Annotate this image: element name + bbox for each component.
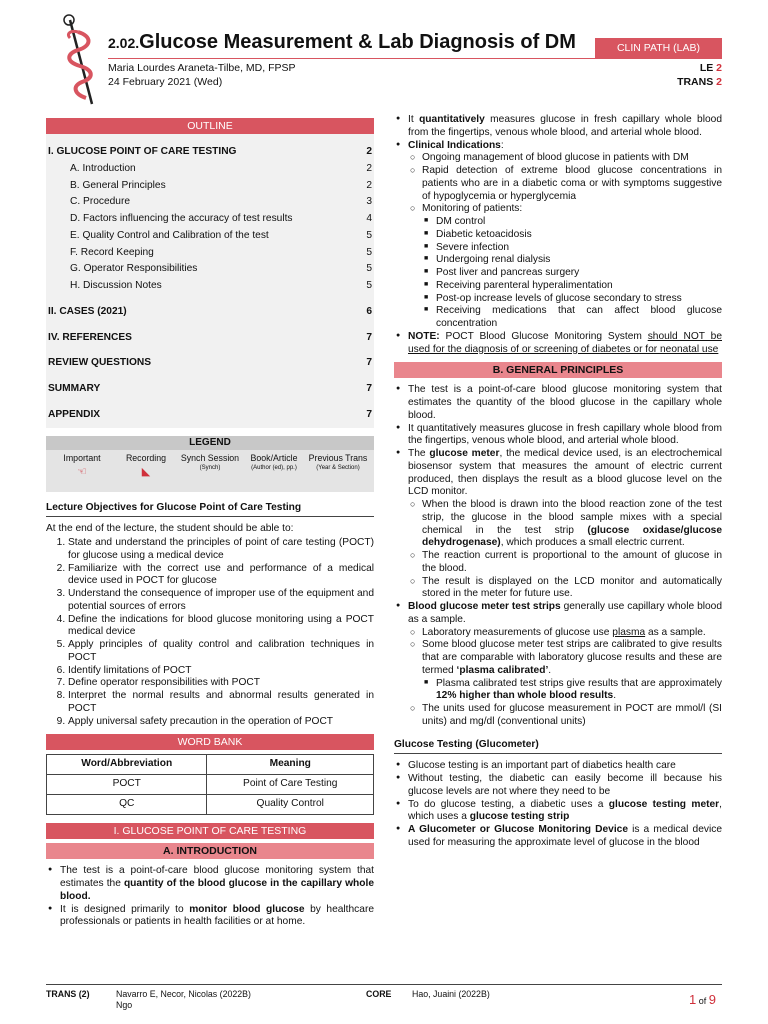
objectives-intro: At the end of the lecture, the student should be able to:	[46, 523, 294, 535]
table-row	[47, 795, 374, 815]
lecture-date: 24 February 2021 (Wed)	[108, 76, 223, 88]
list-item: 5. Apply principles of quality control and calibration techniques in POCT	[68, 639, 374, 665]
list-item: ○ When the blood is drawn into the blood reaction zone of the test strip, the glucose in the blood sample mixes with a special chemical in the test strip (glucose oxidase/glucose dehydrogenase), which produces a small electric current.	[422, 499, 722, 550]
list-item: ● The test is a point-of-care blood glucose monitoring system that estimates the quantity of the blood glucose in the capillary whole blood.	[60, 865, 374, 903]
list-item: ● Without testing, the diabetic can easily become ill because his glucose levels are not where they need to be	[408, 773, 722, 799]
legend-item: Recording ◣	[114, 453, 178, 488]
list-item: ○ The result is displayed on the LCD monitor and automatically stored in the meter for future use.	[422, 576, 722, 602]
list-item: ■ Receiving medications that can affect blood glucose concentration	[436, 305, 722, 331]
header-divider	[108, 58, 722, 59]
outline-item[interactable]: II. CASES (2021) 6	[48, 305, 372, 317]
outline-item[interactable]: D. Factors influencing the accuracy of test results 4	[70, 213, 372, 224]
list-item: 6. Identify limitations of POCT	[68, 665, 374, 678]
list-item: ■ Severe infection	[436, 242, 722, 255]
list-item: ■ Diabetic ketoacidosis	[436, 229, 722, 242]
clinical-list	[394, 114, 722, 356]
outline-item[interactable]: H. Discussion Notes 5	[70, 280, 372, 291]
list-item: ● The glucose meter, the medical device used, is an electrochemical biosensor system that measures the amount of electric current produced, then displays the result as a blood glucose level on the LCD monitor. ○ When the blood is drawn into the blood reaction zone of the test strip, the glucose in the blood sample mixes with a special chemical in the test strip (glucose oxidase/glucose dehydrogenase), which produces a small electric current. ○ The reaction current is proportional to the amount of glucose in the blood. ○ The result is displayed on the LCD monitor and automatically stored in the meter for future use.	[408, 448, 722, 601]
objectives-heading: Lecture Objectives for Glucose Point of Care Testing	[46, 502, 374, 518]
right-column	[394, 114, 722, 850]
outline-heading: OUTLINE	[46, 118, 374, 134]
outline-item[interactable]: B. General Principles 2	[70, 179, 372, 191]
table-header: Word/Abbreviation	[47, 755, 207, 775]
legend-item: Important ☜	[50, 453, 114, 488]
outline-item[interactable]: E. Quality Control and Calibration of the test 5	[70, 229, 372, 241]
footer-divider	[46, 984, 722, 985]
list-item: ○ Ongoing management of blood glucose in patients with DM	[422, 152, 722, 165]
legend-item: Previous Trans (Year & Section)	[308, 452, 368, 472]
list-item: ○ Monitoring of patients: ■ DM control ■ Diabetic ketoacidosis ■ Severe infection ■ Undergoing renal dialysis ■ Post liver and pancreas surgery ■ Receiving parenteral hyperalimentation ■ Post-op increase levels of glucose secondary to stress ■ Receiving medications that can affect blood glucose concentration	[422, 203, 722, 331]
list-item: ■ DM control	[436, 216, 722, 229]
outline-item[interactable]: I. GLUCOSE POINT OF CARE TESTING 2	[48, 146, 372, 157]
list-item: ○ Some blood glucose meter test strips are calibrated to give results that are comparable with laboratory glucose results and these are termed ‘plasma calibrated’. ■ Plasma calibrated test strips give results that are approximately 12% higher than whole blood results.	[422, 639, 722, 703]
outline-item[interactable]: APPENDIX 7	[48, 408, 372, 420]
list-item: ■ Plasma calibrated test strips give results that are approximately 12% higher than whole blood results.	[436, 678, 722, 704]
table-row	[47, 775, 374, 795]
intro-list	[46, 865, 374, 929]
outline-item[interactable]: C. Procedure 3	[70, 196, 372, 208]
glucometer-list	[394, 760, 722, 849]
footer-names: Navarro E, Necor, Nicolas (2022B) Ngo	[116, 989, 251, 1010]
table-header: Meaning	[207, 755, 374, 775]
list-item: ■ Undergoing renal dialysis	[436, 254, 722, 267]
list-item: ● A Glucometer or Glucose Monitoring Device is a medical device used for measuring the approximate level of glucose in the blood	[408, 824, 722, 850]
list-item: 8. Interpret the normal results and abnormal results generated in POCT	[68, 690, 374, 716]
left-column	[46, 118, 374, 929]
footer-core: CORE	[366, 989, 392, 999]
list-item: ■ Post-op increase levels of glucose secondary to stress	[436, 293, 722, 306]
megaphone-icon: ◣	[141, 466, 151, 479]
table-cell: POCT	[47, 775, 207, 795]
list-item: ● It quantitatively measures glucose in fresh capillary whole blood from the fingertips, venous whole blood, and arterial whole blood.	[408, 423, 722, 449]
legend-heading: LEGEND	[46, 436, 374, 450]
list-item: ○ The units used for glucose measurement in POCT are mmol/l (SI units) and mg/dl (conventional units)	[422, 703, 722, 729]
page-number: 1 of 9	[688, 992, 716, 1007]
section-heading: I. GLUCOSE POINT OF CARE TESTING	[46, 823, 374, 839]
list-item: ● Clinical Indications: ○ Ongoing management of blood glucose in patients with DM ○ Rapid detection of extreme blood glucose concentrations in patients who are in a diabetic coma or with symptoms suggestive of hypoglycemia or hyperglycemia ○ Monitoring of patients: ■ DM control ■ Diabetic ketoacidosis ■ Severe infection ■ Undergoing renal dialysis ■ Post liver and pancreas surgery ■ Receiving parenteral hyperalimentation ■ Post-op increase levels of glucose secondary to stress ■ Receiving medications that can affect blood glucose concentration	[408, 140, 722, 331]
list-item: 4. Define the indications for blood glucose monitoring using a POCT medical device	[68, 614, 374, 640]
word-bank-table	[46, 754, 374, 815]
list-item: ● Glucose testing is an important part of diabetics health care	[408, 760, 722, 773]
list-item: ○ The reaction current is proportional to the amount of glucose in the blood.	[422, 550, 722, 576]
table-cell: QC	[47, 795, 207, 815]
list-item: 9. Apply universal safety precaution in the operation of POCT	[68, 716, 374, 729]
word-bank-heading: WORD BANK	[46, 734, 374, 750]
list-item: ■ Receiving parenteral hyperalimentation	[436, 280, 722, 293]
list-item: ● The test is a point-of-care blood glucose monitoring system that estimates the quantity of the blood glucose in the capillary whole blood.	[408, 384, 722, 422]
principles-list	[394, 384, 722, 728]
list-item: ○ Laboratory measurements of glucose use plasma as a sample.	[422, 627, 722, 640]
list-item: 2. Familiarize with the correct use and performance of a medical device used in POCT for glucose	[68, 563, 374, 589]
pointing-hand-icon: ☜	[77, 466, 87, 479]
list-item: ■ Post liver and pancreas surgery	[436, 267, 722, 280]
outline-item[interactable]: G. Operator Responsibilities 5	[70, 263, 372, 275]
list-item: ● It quantitatively measures glucose in fresh capillary whole blood from the fingertips, venous whole blood, and arterial whole blood.	[408, 114, 722, 140]
glucometer-heading: Glucose Testing (Glucometer)	[394, 739, 722, 755]
outline-box	[46, 134, 374, 428]
legend-item: Synch Session (Synch)	[180, 452, 240, 472]
author: Maria Lourdes Araneta-Tilbe, MD, FPSP	[108, 62, 296, 74]
list-item: 7. Define operator responsibilities with POCT	[68, 677, 374, 690]
course-tag: CLIN PATH (LAB)	[595, 38, 722, 58]
list-item: 1. State and understand the principles of point of care testing (POCT) for glucose using a medical device	[68, 537, 374, 563]
legend-body	[46, 450, 374, 492]
doc-title: 2.02.Glucose Measurement & Lab Diagnosis of DM	[108, 31, 576, 53]
trans-number: TRANS 2	[677, 76, 722, 88]
outline-item[interactable]: IV. REFERENCES 7	[48, 331, 372, 343]
subsection-heading: A. INTRODUCTION	[46, 843, 374, 859]
footer-core-names: Hao, Juaini (2022B)	[412, 989, 490, 999]
list-item: 3. Understand the consequence of improper use of the equipment and potential sources of errors	[68, 588, 374, 614]
table-cell: Point of Care Testing	[207, 775, 374, 795]
legend-item: Book/Article (Author (ed), pp.)	[250, 452, 298, 472]
le-number: LE 2	[699, 62, 722, 74]
outline-item[interactable]: REVIEW QUESTIONS 7	[48, 357, 372, 369]
footer-trans: TRANS (2)	[46, 989, 90, 999]
list-item: ○ Rapid detection of extreme blood glucose concentrations in patients who are in a diabetic coma or with symptoms suggestive of hypoglycemia or hyperglycemia	[422, 165, 722, 203]
outline-item[interactable]: SUMMARY 7	[48, 383, 372, 394]
list-item: ● It is designed primarily to monitor blood glucose by healthcare professionals or patients in health facilities or at home.	[60, 904, 374, 930]
list-item: ● NOTE: POCT Blood Glucose Monitoring System should NOT be used for the diagnosis of or screening of diabetes or for neonatal use	[408, 331, 722, 357]
outline-item[interactable]: A. Introduction 2	[70, 162, 372, 174]
subsection-heading: B. GENERAL PRINCIPLES	[394, 362, 722, 378]
objectives-list	[46, 537, 374, 728]
outline-item[interactable]: F. Record Keeping 5	[70, 246, 372, 258]
list-item: ● Blood glucose meter test strips generally use capillary whole blood as a sample. ○ Laboratory measurements of glucose use plasma as a sample. ○ Some blood glucose meter test strips are calibrated to give results that are comparable with laboratory glucose results and these are termed ‘plasma calibrated’. ■ Plasma calibrated test strips give results that are approximately 12% higher than whole blood results. ○ The units used for glucose measurement in POCT are mmol/l (SI units) and mg/dl (conventional units)	[408, 601, 722, 729]
table-cell: Quality Control	[207, 795, 374, 815]
list-item: ● To do glucose testing, a diabetic uses a glucose testing meter, which uses a glucose testing strip	[408, 799, 722, 825]
caduceus-logo	[52, 12, 108, 108]
